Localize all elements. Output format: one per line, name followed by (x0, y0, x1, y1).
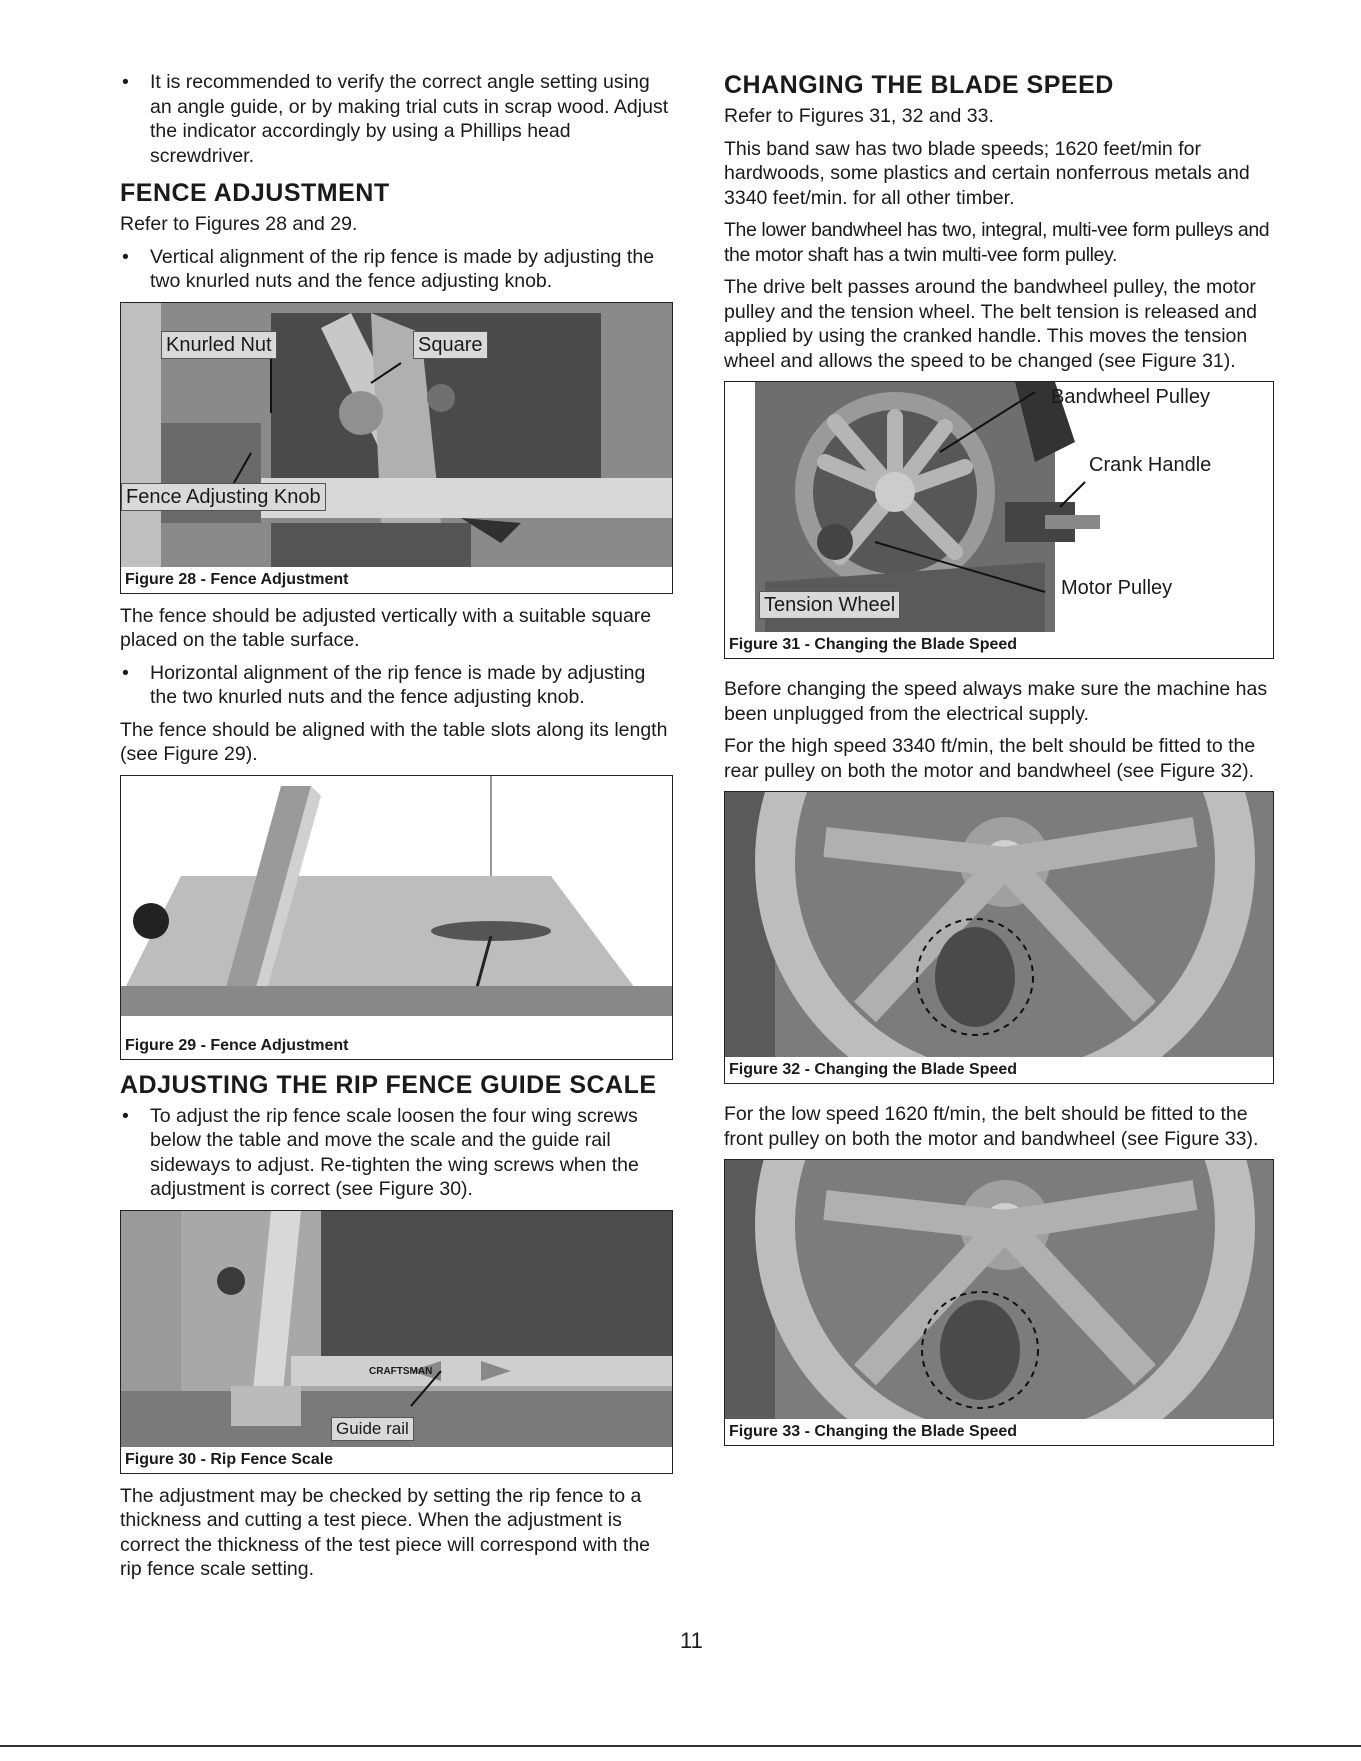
figure-32 (724, 791, 1274, 1084)
left-column (120, 70, 673, 1590)
fence-refer-text: Refer to Figures 28 and 29. (120, 213, 358, 235)
right-column (724, 70, 1274, 1456)
figure-33-illustration (725, 1160, 1273, 1419)
fence-bullet-list-2 (120, 661, 673, 710)
footer-rule (0, 1745, 1361, 1747)
scale-adjust-bullet: • To adjust the rip fence scale loosen the four wing screws below the table and move the scale and the guide rail sideways to adjust. Re-tighten the wing screws when the adjustment is correct (see Figure 30). (120, 1104, 673, 1202)
blade-speed-para-1: This band saw has two blade speeds; 1620 feet/min for hardwoods, some plastics and certain nonferrous metals and 3340 feet/min. for all other timber. (724, 137, 1250, 209)
square-label: Square (413, 331, 488, 359)
blade-speed-para-4: Before changing the speed always make sure the machine has been unplugged from the electrical supply. (724, 678, 1268, 725)
scale-bullet-list (120, 1104, 673, 1202)
blade-speed-para-6: For the low speed 1620 ft/min, the belt should be fitted to the front pulley on both the motor and bandwheel (see Figure 33). (724, 1103, 1259, 1150)
figure-33-photo (725, 1160, 1273, 1419)
blade-speed-para-2: The lower bandwheel has two, integral, multi-vee form pulleys and the motor shaft has a twin multi-vee form pulley. (724, 219, 1270, 266)
fence-vertical-bullet: • Vertical alignment of the rip fence is made by adjusting the two knurled nuts and the fence adjusting knob. (120, 245, 673, 294)
figure-29 (120, 775, 673, 1060)
blade-speed-para-5: For the high speed 3340 ft/min, the belt should be fitted to the rear pulley on both the motor and bandwheel (see Figure 32). (724, 735, 1256, 782)
craftsman-scale-text: CRAFTSMAN (369, 1365, 433, 1377)
figure-29-illustration (121, 776, 672, 1033)
figure-30-photo (121, 1211, 672, 1447)
figure-28-photo (121, 303, 672, 567)
motor-pulley-label: Motor Pulley (1061, 577, 1173, 599)
figure-28-caption: Figure 28 - Fence Adjustment (121, 567, 672, 593)
blade-speed-para-3: The drive belt passes around the bandwheel pulley, the motor pulley and the tension wheel. The belt tension is released and applied by using the cranked handle. This moves the tension wheel and allows the speed to be changed (see Figure 31). (724, 276, 1258, 372)
crank-handle-label: Crank Handle (1089, 454, 1212, 476)
rip-fence-scale-heading: ADJUSTING THE RIP FENCE GUIDE SCALE (120, 1070, 657, 1099)
fence-vertical-para: The fence should be adjusted vertically with a suitable square placed on the table surface. (120, 604, 652, 651)
fence-adjustment-heading: FENCE ADJUSTMENT (120, 179, 390, 207)
figure-31 (724, 381, 1274, 659)
knurled-nut-label: Knurled Nut (161, 331, 277, 359)
intro-bullet-list (120, 70, 673, 168)
figure-31-photo (725, 382, 1273, 632)
fence-bullet-list-1 (120, 245, 673, 294)
figure-30-caption: Figure 30 - Rip Fence Scale (121, 1447, 672, 1473)
fence-horizontal-bullet: • Horizontal alignment of the rip fence is made by adjusting the two knurled nuts and the fence adjusting knob. (120, 661, 673, 710)
figure-29-caption: Figure 29 - Fence Adjustment (121, 1033, 672, 1059)
blade-speed-heading: CHANGING THE BLADE SPEED (724, 71, 1114, 99)
bandwheel-pulley-label: Bandwheel Pulley (1051, 386, 1210, 408)
figure-31-caption: Figure 31 - Changing the Blade Speed (725, 632, 1273, 658)
figure-33 (724, 1159, 1274, 1446)
figure-30-illustration (121, 1211, 672, 1447)
figure-32-photo (725, 792, 1273, 1057)
figure-32-illustration (725, 792, 1273, 1057)
figure-28 (120, 302, 673, 594)
guide-rail-label: Guide rail (331, 1417, 414, 1441)
blade-speed-refer: Refer to Figures 31, 32 and 33. (724, 105, 994, 127)
figure-33-caption: Figure 33 - Changing the Blade Speed (725, 1419, 1273, 1445)
fence-adjusting-knob-label: Fence Adjusting Knob (121, 483, 326, 511)
figure-29-photo (121, 776, 672, 1033)
figure-32-caption: Figure 32 - Changing the Blade Speed (725, 1057, 1273, 1083)
tension-wheel-label: Tension Wheel (759, 591, 900, 619)
scale-check-para: The adjustment may be checked by setting the rip fence to a thickness and cutting a test piece. When the adjustment is correct the thickness of the test piece will correspond with the rip fence scale setting. (120, 1484, 651, 1580)
fence-align-para: The fence should be aligned with the table slots along its length (see Figure 29). (120, 718, 668, 765)
page-number: 11 (680, 1628, 703, 1653)
intro-bullet: • It is recommended to verify the correct angle setting using an angle guide, or by making trial cuts in scrap wood. Adjust the indicator accordingly by using a Phillips head screwdriver. (120, 70, 673, 168)
figure-30 (120, 1210, 673, 1474)
